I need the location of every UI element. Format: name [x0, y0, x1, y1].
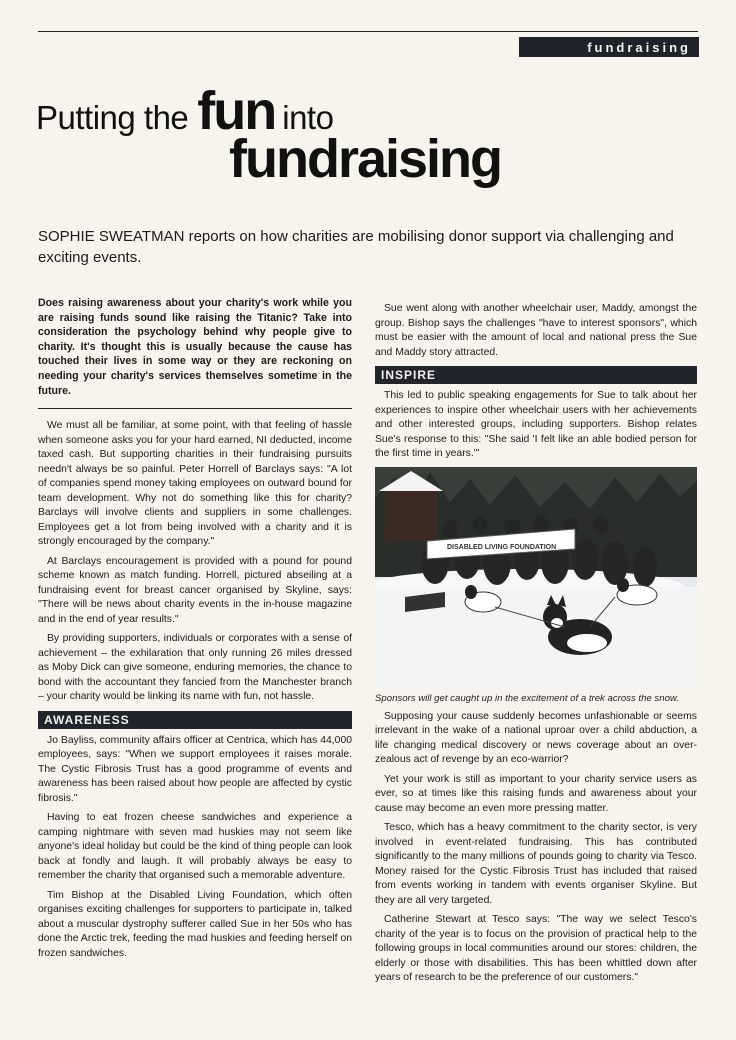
title-part-4: fundraising — [229, 129, 501, 189]
inspire-heading: INSPIRE — [375, 366, 697, 384]
top-rule — [38, 31, 698, 32]
awareness-heading: AWARENESS — [38, 711, 352, 729]
body-paragraph: By providing supporters, individuals or corporates with a sense of achievement – the exhilaration that only running 26 miles dressed as Moby Dick can give someone, enduring memories, the chance to bond with the accountant they fancied from the Manchester branch – your charity would be linking its name with fun, not hassle. — [38, 633, 352, 703]
right-column — [375, 302, 697, 991]
body-paragraph: Supposing your cause suddenly becomes unfashionable or seems irrelevant in the wake of a national uproar over a child abduction, a life changing medical discovery or news coverage about an over-zealous act of revenge by an eco-warrior? — [375, 710, 697, 765]
body-paragraph: This led to public speaking engagements for Sue to talk about her experiences to inspire other wheelchair users with her achievements and other interested groups, including supporters. Bishop relates Sue's response to this: "She said 'I felt like an able bodied person for the first time in years.'" — [375, 390, 697, 459]
body-paragraph: Catherine Stewart at Tesco says: "The way we select Tesco's charity of the year is to focus on the provision of practical help to the following groups in local communities around our stores: children, the elderly or those with disabilities. This has been whittled down after years of research to be the preference of our customers." — [375, 914, 697, 983]
left-column — [38, 296, 352, 966]
body-paragraph: Having to eat frozen cheese sandwiches and experience a camping nightmare with seven mad huskies may not seem like anyone's ideal holiday but could be the kind of thing people can look back at fondly and laugh. It will probably always be easy to remember the charity that organised such a memorable adventure. — [38, 812, 352, 882]
body-paragraph: Jo Bayliss, community affairs officer at Centrica, which has 44,000 employees, says: "When we support employees it raises morale. The Cystic Fibrosis Trust has a good programme of events and awareness has been raised about how people are affected by cystic fibrosis." — [38, 734, 352, 804]
intro-rule — [38, 408, 352, 409]
photo-caption: Sponsors will get caught up in the excitement of a trek across the snow. — [375, 692, 679, 704]
body-paragraph: Sue went along with another wheelchair user, Maddy, amongst the group. Bishop says the challenges "have to interest sponsors", which must be easier with the amount of local and national press the Sue and Maddy story attracted. — [375, 303, 697, 358]
husky-trek-photo — [375, 467, 697, 689]
title-part-3: into — [282, 99, 334, 136]
body-paragraph: We must all be familiar, at some point, with that feeling of hassle when someone asks you for your hard earned, NI deducted, income taxed cash. But supporting charities in their fundraising pursuits needn't always be so painful. Peter Horrell of Barclays says: "A lot of companies spend money taking employees on outward bound for team development. Why not do something like this for charity? Barclays will involve clients and suppliers in some challenges. Employees get a lot from being involved with a charity and it is strongly encouraged by the company." — [38, 420, 352, 548]
section-tag: fundraising — [519, 37, 699, 57]
title-part-2: fun — [197, 81, 276, 141]
intro-paragraph: Does raising awareness about your charity's work while you are raising funds sound like raising the Titanic? Take into consideration the psychology behind why people give to charity. It's thought this is usually because the cause has touched their lives in some way or they are reckoning on needing your charity's services themselves sometime in the future. — [38, 297, 352, 397]
standfirst: SOPHIE SWEATMAN reports on how charities are mobilising donor support via challenging and exciting events. — [38, 228, 674, 266]
article-title — [36, 81, 501, 189]
body-paragraph: At Barclays encouragement is provided with a pound for pound scheme known as match funding. Horrell, pictured abseiling at a fundraising event for breast cancer organised by Skyline, says: "There will be news about charity events in the in-house magazine and in the end of year results." — [38, 555, 352, 625]
body-paragraph: Yet your work is still as important to your charity service users as ever, so at times like this raising funds and awareness about your cause may become an even more pressing matter. — [375, 773, 697, 814]
body-paragraph: Tesco, which has a heavy commitment to the charity sector, is very involved in event-related fundraising. This has contributed significantly to the many millions of pounds going to charity via Tesco. Money raised for the Cystic Fibrosis Trust has included that raised from events working in tandem with events organiser Skyline. But they are all very targeted. — [375, 822, 697, 906]
title-part-1: Putting the — [36, 99, 189, 136]
photo-banner-text: DISABLED LIVING FOUNDATION — [447, 543, 557, 551]
body-paragraph: Tim Bishop at the Disabled Living Foundation, which often organises exciting challenges for supporters to participate in, talked about a muscular dystrophy sufferer called Sue in her 50s who has done the Arctic trek, feeding the mad huskies and feeding herself on frozen sandwiches. — [38, 889, 352, 959]
snow-scene-illustration — [375, 467, 697, 689]
